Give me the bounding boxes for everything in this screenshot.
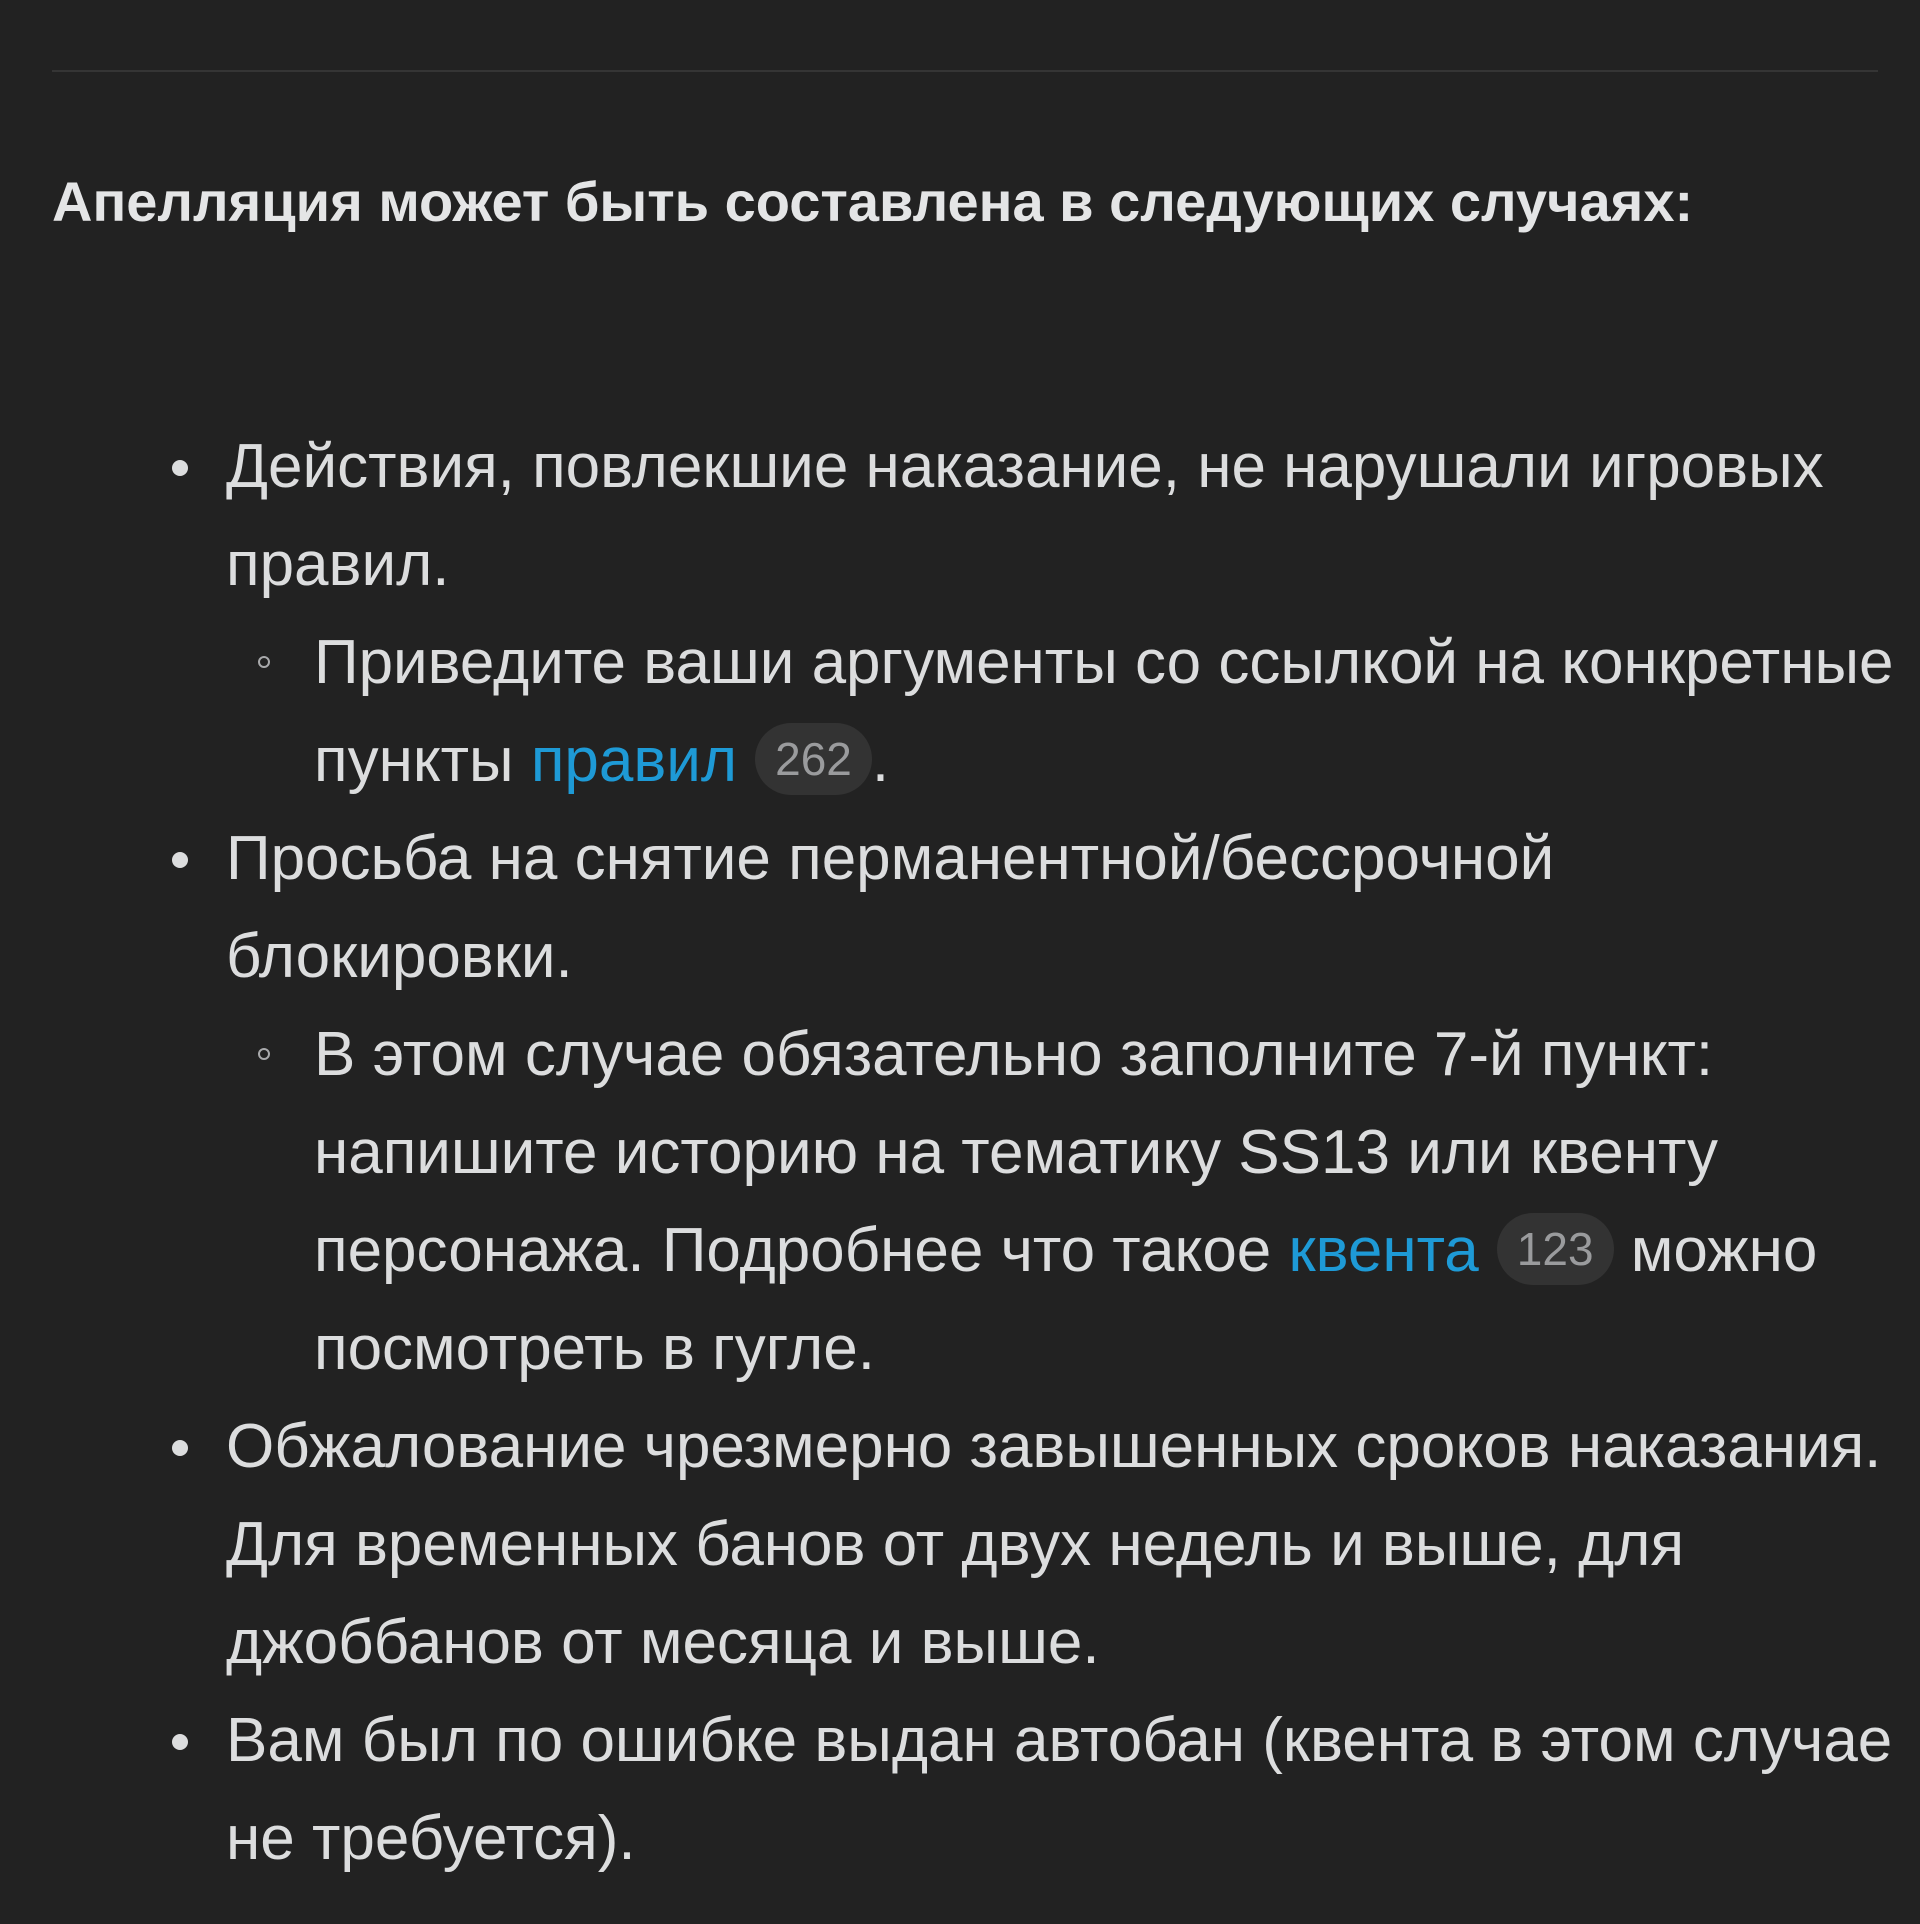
list-item-permanent-ban — [0, 810, 1920, 1006]
list-item-text: Действия, повлекшие наказание, не нарушали игровых правил. — [226, 432, 1824, 599]
horizontal-divider — [52, 70, 1878, 72]
appeal-cases-list — [0, 418, 1920, 1888]
sub-item-text: В этом случае обязательно заполните 7-й пункт: напишите историю на тематику SS13 или квенту персонажа. Подробнее что такое — [314, 1020, 1719, 1285]
list-item-rules-not-broken — [0, 418, 1920, 614]
sub-item-text-end: можно посмотреть в гугле. — [314, 1216, 1818, 1383]
rules-link[interactable]: правил — [530, 726, 738, 795]
sub-item-cite-rules — [0, 614, 1920, 810]
section-heading: Апелляция может быть составлена в следующих случаях: — [52, 170, 1694, 233]
link-click-count-badge: 123 — [1497, 1213, 1614, 1285]
kventa-link[interactable]: квента — [1288, 1216, 1479, 1285]
bullet-icon — [172, 1440, 188, 1456]
list-item-mistaken-autoban — [0, 1692, 1920, 1888]
sub-item-text-end: . — [871, 726, 890, 795]
sub-item-write-story — [0, 1006, 1920, 1398]
link-click-count-badge: 262 — [755, 723, 872, 795]
list-item-text: Вам был по ошибке выдан автобан (квента в этом случае не требуется). — [226, 1706, 1893, 1873]
list-item-excessive-terms — [0, 1398, 1920, 1692]
list-item-text: Обжалование чрезмерно завышенных сроков наказания. Для временных банов от двух недель и выше, для джоббанов от месяца и выше. — [226, 1412, 1882, 1677]
bullet-icon — [172, 852, 188, 868]
circle-bullet-icon — [258, 656, 270, 668]
circle-bullet-icon — [258, 1048, 270, 1060]
bullet-icon — [172, 1734, 188, 1750]
sub-item-text: Приведите ваши аргументы со ссылкой на конкретные пункты — [314, 628, 1894, 795]
list-item-text: Просьба на снятие перманентной/бессрочной блокировки. — [226, 824, 1555, 991]
bullet-icon — [172, 460, 188, 476]
